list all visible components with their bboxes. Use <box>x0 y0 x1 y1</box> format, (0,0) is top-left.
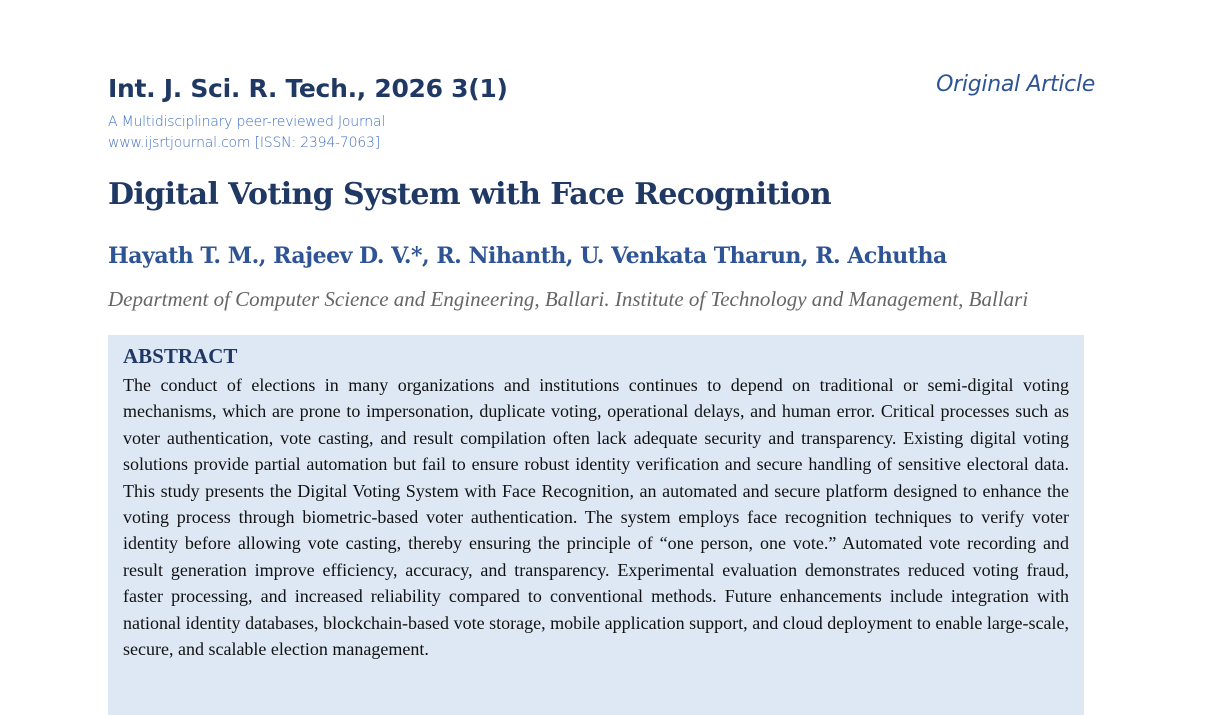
abstract-body: The conduct of elections in many organizations and institutions continues to depend on traditional or semi-digital voting mechanisms, which are prone to impersonation, duplicate voting, operational delays, and human error. Critical processes such as voter authentication, vote casting, and result compilation often lack adequate security and transparency. Existing digital voting solutions provide partial automation but fail to ensure robust identity verification and secure handling of sensitive electoral data. This study presents the Digital Voting System with Face Recognition, an automated and secure platform designed to enhance the voting process through biometric-based voter authentication. The system employs face recognition techniques to verify voter identity before allowing vote casting, thereby ensuring the principle of “one person, one vote.” Automated vote recording and result generation improve efficiency, accuracy, and transparency. Experimental evaluation demonstrates reduced voting fraud, faster processing, and increased reliability compared to conventional methods. Future enhancements include integration with national identity databases, blockchain-based vote storage, mobile application support, and cloud deployment to enable large-scale, secure, and scalable election management. <box>123 375 1069 660</box>
author-affiliation: Department of Computer Science and Engineering, Ballari. Institute of Technology and Management, Ballari <box>108 287 1029 311</box>
paper-title: Digital Voting System with Face Recognition <box>108 177 832 212</box>
author-list: Hayath T. M., Rajeev D. V.*, R. Nihanth, U. Venkata Tharun, R. Achutha <box>108 243 947 269</box>
abstract-section <box>108 335 1084 715</box>
journal-subtitle: A Multidisciplinary peer-reviewed Journal <box>108 114 386 130</box>
journal-citation: Int. J. Sci. R. Tech., 2026 3(1) <box>108 74 508 103</box>
abstract-heading: ABSTRACT <box>123 344 238 368</box>
article-type-label: Original Article <box>936 72 1095 97</box>
journal-website-issn: www.ijsrtjournal.com [ISSN: 2394-7063] <box>108 135 380 151</box>
